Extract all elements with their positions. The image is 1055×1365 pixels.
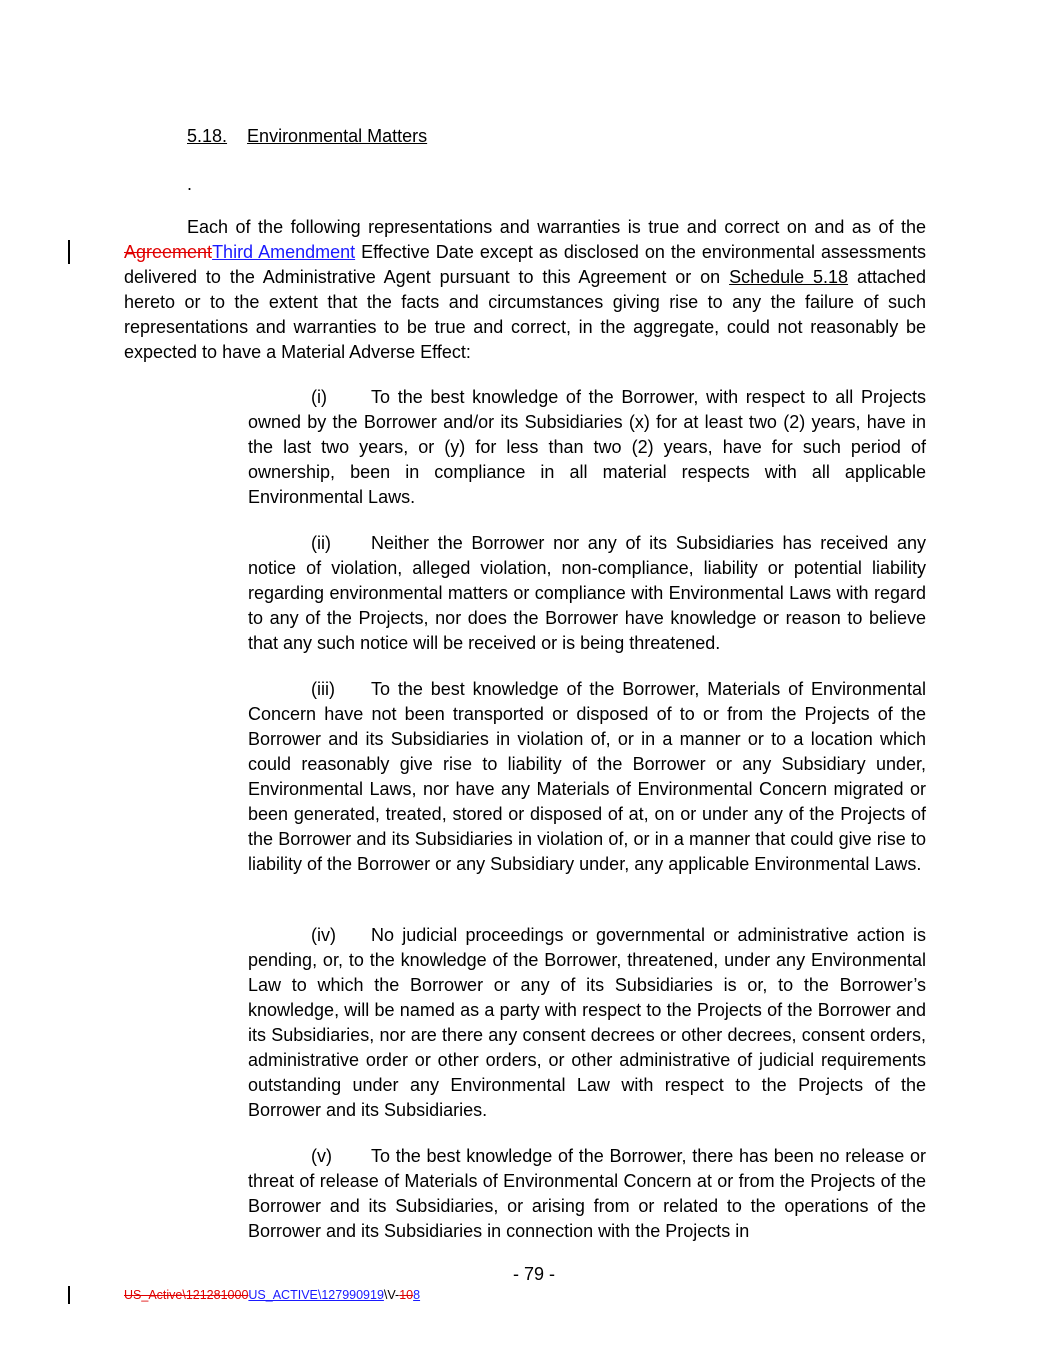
intro-after-insert: Effective Date except as disclosed on the environmental assessments delivered to the Administrative Agent pursuant to this Agreement or on (124, 242, 926, 287)
item-text: No judicial proceedings or governmental or administrative action is pending, or, to the knowledge of the Borrower, threatened, under any Environmental Law to which the Borrower or any of its Subsidiaries is or, to the Borrower’s knowledge, will be named as a party with respect to the Projects of the Borrower and its Subsidiaries, nor are there any consent decrees or other decrees, consent orders, administrative order or other orders, or other administrative of judicial requirements outstanding under any Environmental Law with respect to the Projects of the Borrower and its Subsidiaries. (248, 925, 926, 1120)
item-label: (ii) (311, 533, 331, 553)
document-id-footer (124, 1287, 420, 1303)
intro-tail: attached hereto or to the extent that the facts and circumstances giving rise to any the failure of such representations and warranties to be true and correct, in the aggregate, could not reasonably be expected to have a Material Adverse Effect: (124, 267, 927, 362)
list-item-i (248, 385, 926, 510)
change-bar-intro (68, 240, 70, 264)
schedule-reference: Schedule 5.18 (729, 267, 849, 287)
change-bar-footer (68, 1286, 70, 1304)
item-text: To the best knowledge of the Borrower, with respect to all Projects owned by the Borrower and/or its Subsidiaries (x) for at least two (2) years, have in the last two years, or (y) for less than two (2) years, have for such period of ownership, been in compliance in all material respects with all applicable Environmental Laws. (248, 387, 926, 507)
section-number: 5.18. (187, 126, 228, 146)
footer-version-separator: \V- (383, 1288, 400, 1302)
footer-deleted-version: 10 (399, 1288, 414, 1302)
deleted-text: Agreement (124, 242, 213, 262)
item-label: (i) (311, 387, 327, 407)
footer-inserted-id: US_ACTIVE\127990919 (248, 1288, 384, 1302)
item-label: (iv) (311, 925, 336, 945)
item-label: (iii) (311, 679, 335, 699)
list-item-ii (248, 531, 926, 656)
item-label: (v) (311, 1146, 332, 1166)
stray-period: . (187, 174, 193, 194)
section-title: Environmental Matters (247, 126, 428, 146)
intro-lead: Each of the following representations and warranties is true and correct on and as of the (187, 217, 926, 237)
footer-deleted-id: US_Active\121281000 (124, 1288, 249, 1302)
item-text: To the best knowledge of the Borrower, Materials of Environmental Concern have not been transported or disposed of to or from the Projects of the Borrower and its Subsidiaries in violation of, or in a manner or to a location which could reasonably give rise to liability of the Borrower or any Subsidiary under, Environmental Laws, nor have any Materials of Environmental Concern migrated or been generated, treated, stored or disposed of at, on or under any of the Projects of the Borrower and its Subsidiaries in violation of, or in a manner that could give rise to liability of the Borrower or any Subsidiary under, any applicable Environmental Laws. (248, 679, 926, 874)
section-heading (187, 124, 427, 148)
item-text: To the best knowledge of the Borrower, there has been no release or threat of release of Materials of Environmental Concern at or from the Projects of the Borrower and its Subsidiaries, or arising from or related to the operations of the Borrower and its Subsidiaries in connection with the Projects in (248, 1146, 926, 1241)
intro-paragraph (124, 215, 926, 365)
inserted-text: Third Amendment (212, 242, 356, 262)
list-item-iii (248, 677, 926, 877)
footer-inserted-version: 8 (413, 1288, 421, 1302)
page-number: - 79 - (512, 1264, 555, 1284)
item-text: Neither the Borrower nor any of its Subsidiaries has received any notice of violation, alleged violation, non-compliance, liability or potential liability regarding environmental matters or compliance with Environmental Laws with regard to any of the Projects, nor does the Borrower have knowledge or reason to believe that any such notice will be received or is being threatened. (248, 533, 926, 653)
list-item-v (248, 1144, 926, 1244)
list-item-iv (248, 923, 926, 1123)
